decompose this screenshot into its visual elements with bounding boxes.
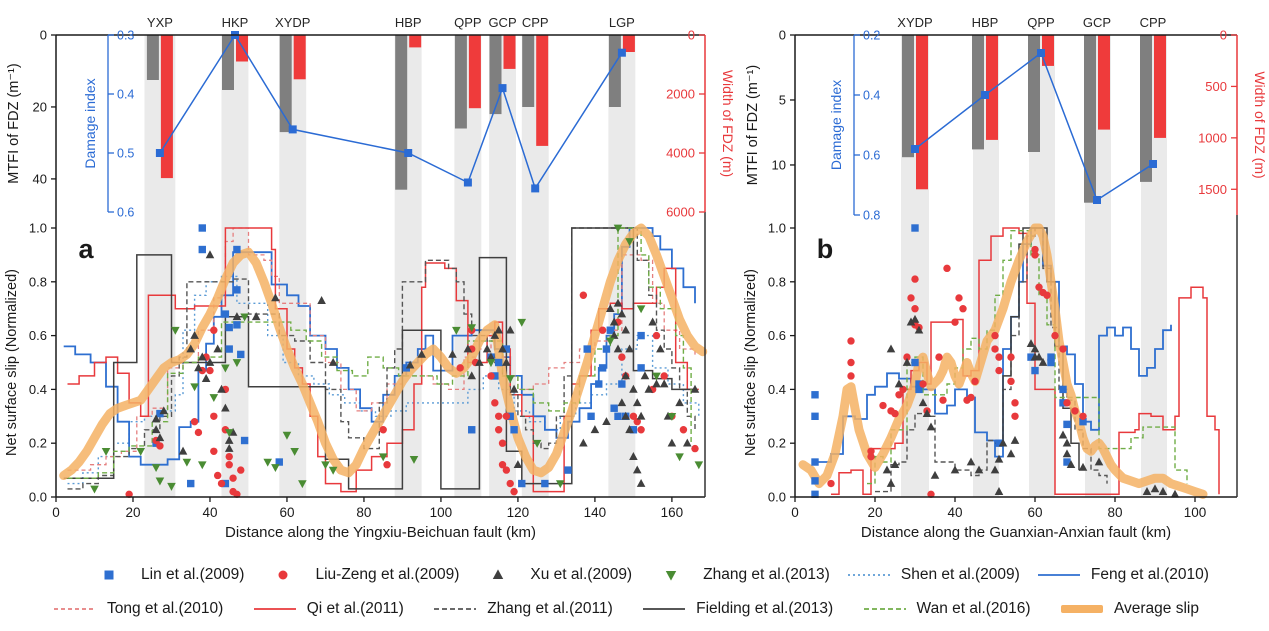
width-axis-title: Width of FDZ (m) — [1252, 71, 1268, 179]
legend-item-shen-et-al-2009 — [846, 566, 1020, 584]
circle-marker — [995, 353, 1002, 360]
mtfi-bar-CPP — [522, 35, 534, 107]
square-marker — [603, 345, 610, 352]
triangle-up-marker — [887, 344, 896, 352]
damage-marker-CPP — [1149, 160, 1157, 168]
square-marker — [595, 380, 602, 387]
damage-axis-title: Damage index — [828, 79, 844, 171]
circle-marker — [1031, 251, 1038, 258]
triangle-up-marker — [493, 569, 503, 579]
circle-marker — [637, 426, 644, 433]
circle-marker — [1063, 399, 1070, 406]
triangle-down-marker — [210, 394, 219, 402]
mtfi-axis-title: MTFI of FDZ (m⁻¹) — [745, 64, 761, 186]
triangle-up-legend-icon — [475, 567, 521, 583]
square-marker — [564, 466, 571, 473]
panel-b — [743, 15, 1268, 541]
triangle-up-marker — [1059, 431, 1068, 439]
triangle-up-marker — [931, 471, 940, 479]
width-bar-CPP — [536, 35, 548, 146]
square-marker — [233, 321, 240, 328]
circle-marker — [1011, 413, 1018, 420]
damage-tick-label: 0.3 — [117, 28, 135, 43]
legend-row-2 — [0, 594, 1269, 624]
slip-tick-label: 0.0 — [767, 489, 786, 505]
x-tick-label: 160 — [660, 505, 684, 520]
triangle-up-marker — [641, 371, 650, 379]
width-bar-CPP — [1154, 35, 1166, 138]
circle-marker — [967, 394, 974, 401]
mtfi-bar-GCP — [1084, 35, 1096, 203]
triangle-up-marker — [206, 250, 215, 258]
square-marker — [1047, 359, 1054, 366]
circle-marker — [379, 426, 386, 433]
circle-marker — [971, 378, 978, 385]
damage-marker-HBP — [981, 91, 989, 99]
circle-marker — [503, 466, 510, 473]
circle-marker — [1079, 413, 1086, 420]
circle-marker — [991, 345, 998, 352]
square-marker — [911, 224, 918, 231]
damage-marker-GCP — [499, 84, 507, 92]
circle-marker — [214, 472, 221, 479]
slip-tick-label: 0.0 — [28, 489, 47, 505]
width-tick-label: 6000 — [666, 204, 695, 220]
legend-label: Xu et al.(2009) — [530, 566, 633, 583]
triangle-down-marker — [102, 448, 111, 456]
square-marker — [637, 364, 644, 371]
triangle-down-marker — [666, 571, 676, 581]
site-label-GCP: GCP — [1082, 15, 1112, 30]
line-legend-icon — [846, 567, 892, 583]
line-legend-icon — [862, 601, 908, 617]
triangle-down-marker — [637, 305, 646, 313]
triangle-up-marker — [252, 312, 261, 320]
square-marker — [584, 345, 591, 352]
site-label-CPP: CPP — [521, 15, 549, 30]
circle-marker — [935, 353, 942, 360]
circle-marker — [495, 413, 502, 420]
width-tick-label: 1500 — [1198, 181, 1227, 197]
x-tick-label: 80 — [356, 505, 372, 520]
x-tick-label: 0 — [791, 505, 799, 520]
mtfi-bar-YXP — [147, 35, 159, 80]
square-marker — [233, 246, 240, 253]
circle-marker — [691, 445, 698, 452]
damage-marker-XYDP — [911, 145, 919, 153]
square-marker — [510, 426, 517, 433]
circle-marker — [943, 265, 950, 272]
circle-marker — [487, 372, 494, 379]
legend-item-fielding-et-al-2013 — [641, 600, 833, 618]
x-tick-label: 40 — [202, 505, 218, 520]
triangle-up-marker — [648, 318, 657, 326]
triangle-down-legend-icon — [648, 567, 694, 583]
damage-tick-label: 0.6 — [117, 205, 135, 220]
legend-item-tong-et-al-2010 — [52, 600, 223, 618]
panel-a — [4, 15, 736, 541]
x-tick-label: 100 — [1183, 505, 1207, 520]
damage-axis-title: Damage index — [82, 78, 98, 169]
site-label-QPP: QPP — [454, 15, 482, 30]
width-axis-title: Width of FDZ (m) — [720, 69, 736, 178]
legend-band — [1061, 605, 1103, 613]
triangle-down-marker — [695, 461, 704, 469]
x-axis-title: Distance along the Yingxiu-Beichuan fault (km) — [224, 524, 537, 541]
circle-marker — [1007, 378, 1014, 385]
mtfi-axis-title: MTFI of FDZ (m⁻¹) — [6, 63, 22, 184]
circle-marker — [911, 305, 918, 312]
damage-tick-label: 0.2 — [863, 28, 881, 43]
circle-marker — [618, 353, 625, 360]
square-marker — [1063, 421, 1070, 428]
triangle-down-marker — [652, 373, 661, 381]
square-marker — [587, 413, 594, 420]
width-bar-XYDP — [916, 35, 928, 189]
triangle-down-marker — [90, 486, 99, 494]
x-axis-title: Distance along the Guanxian-Anxian fault (km) — [860, 524, 1172, 541]
circle-marker — [1051, 332, 1058, 339]
mtfi-tick-label: 5 — [778, 92, 786, 108]
square-marker — [237, 351, 244, 358]
circle-marker — [919, 380, 926, 387]
circle-marker — [991, 332, 998, 339]
circle-marker — [599, 327, 606, 334]
triangle-up-marker — [887, 479, 896, 487]
damage-marker-LGP — [618, 49, 626, 57]
circle-marker — [847, 337, 854, 344]
mtfi-tick-label: 0 — [39, 27, 47, 43]
mtfi-tick-label: 10 — [771, 157, 786, 173]
x-tick-label: 80 — [1107, 505, 1123, 520]
circle-marker — [847, 372, 854, 379]
x-tick-label: 100 — [429, 505, 453, 520]
square-marker — [1059, 386, 1066, 393]
triangle-down-marker — [263, 459, 272, 467]
triangle-up-marker — [1011, 436, 1020, 444]
triangle-up-marker — [660, 379, 669, 387]
damage-marker-QPP — [1037, 49, 1045, 57]
circle-marker — [383, 461, 390, 468]
x-tick-label: 120 — [506, 505, 530, 520]
square-marker — [468, 426, 475, 433]
triangle-up-marker — [202, 374, 211, 382]
slip-axis-title: Net surface slip (Normalized) — [743, 269, 759, 456]
triangle-down-marker — [321, 461, 330, 469]
circle-marker — [955, 294, 962, 301]
triangle-up-marker — [637, 412, 646, 420]
width-tick-label: 4000 — [666, 145, 695, 161]
legend-label: Shen et al.(2009) — [900, 566, 1020, 583]
x-tick-label: 40 — [947, 505, 963, 520]
square-legend-icon — [86, 567, 132, 583]
circle-marker — [195, 429, 202, 436]
circle-marker — [237, 466, 244, 473]
square-marker — [614, 413, 621, 420]
damage-tick-label: 0.8 — [863, 208, 881, 223]
slip-tick-label: 0.6 — [28, 328, 47, 344]
triangle-up-marker — [1063, 449, 1072, 457]
triangle-up-marker — [683, 439, 692, 447]
damage-marker-GCP — [1093, 196, 1101, 204]
triangle-up-marker — [213, 344, 222, 352]
circle-marker — [995, 367, 1002, 374]
legend-label: Zhang et al.(2013) — [703, 566, 830, 583]
slip-tick-label: 0.4 — [767, 381, 786, 397]
line-legend-icon — [52, 601, 98, 617]
circle-marker — [939, 396, 946, 403]
square-marker — [811, 458, 818, 465]
panel-letter-a: a — [78, 234, 94, 264]
mtfi-tick-label: 20 — [32, 99, 47, 115]
width-tick-label: 2000 — [666, 86, 695, 102]
damage-marker-XYDP — [289, 125, 297, 133]
circle-marker — [456, 364, 463, 371]
circle-marker — [156, 442, 163, 449]
square-marker — [105, 571, 114, 580]
circle-marker — [660, 372, 667, 379]
x-tick-label: 20 — [867, 505, 883, 520]
mtfi-bar-HKP — [222, 35, 234, 90]
site-label-XYDP: XYDP — [897, 15, 933, 30]
mtfi-tick-label: 0 — [778, 27, 786, 43]
x-tick-label: 60 — [1027, 505, 1043, 520]
square-marker — [618, 380, 625, 387]
legend-item-zhang-et-al-2011 — [432, 600, 613, 618]
damage-tick-label: 0.6 — [863, 148, 881, 163]
circle-marker — [1059, 345, 1066, 352]
triangle-up-marker — [591, 425, 600, 433]
square-marker — [226, 345, 233, 352]
triangle-up-marker — [579, 439, 588, 447]
slip-tick-label: 0.4 — [28, 381, 47, 397]
triangle-up-marker — [1007, 449, 1016, 457]
circle-marker — [507, 480, 514, 487]
legend-item-xu-et-al-2009 — [475, 566, 632, 584]
width-tick-label: 0 — [687, 27, 695, 43]
circle-marker — [891, 410, 898, 417]
square-marker — [610, 405, 617, 412]
circle-marker — [210, 448, 217, 455]
line-legend-icon — [641, 601, 687, 617]
square-marker — [1031, 367, 1038, 374]
line-legend-icon — [252, 601, 298, 617]
width-bar-QPP — [469, 35, 481, 108]
width-tick-label: 1000 — [1198, 130, 1227, 146]
mtfi-bar-XYDP — [902, 35, 914, 157]
width-bar-XYDP — [294, 35, 306, 79]
site-label-HBP: HBP — [394, 15, 422, 30]
circle-marker — [503, 413, 510, 420]
triangle-up-marker — [637, 479, 646, 487]
circle-legend-icon — [260, 567, 306, 583]
site-label-LGP: LGP — [608, 15, 635, 30]
legend-item-liu-zeng-et-al-2009 — [260, 566, 459, 584]
triangle-down-marker — [675, 453, 684, 461]
square-marker — [637, 332, 644, 339]
circle-marker — [867, 453, 874, 460]
circle-marker — [879, 402, 886, 409]
triangle-up-marker — [883, 466, 892, 474]
slip-tick-label: 0.8 — [28, 274, 47, 290]
slip-tick-label: 1.0 — [767, 220, 786, 236]
circle-marker — [510, 488, 517, 495]
circle-marker — [847, 359, 854, 366]
slip-tick-label: 1.0 — [28, 220, 47, 236]
width-bar-GCP — [1098, 35, 1110, 130]
circle-marker — [959, 305, 966, 312]
legend-label: Tong et al.(2010) — [107, 600, 224, 617]
legend-item-feng-et-al-2010 — [1036, 566, 1209, 584]
slip-tick-label: 0.2 — [28, 435, 47, 451]
legend-label: Feng et al.(2010) — [1090, 566, 1209, 583]
circle-marker — [491, 399, 498, 406]
circle-marker — [951, 318, 958, 325]
triangle-up-marker — [1063, 439, 1072, 447]
mtfi-bar-CPP — [1140, 35, 1152, 182]
site-label-HBP: HBP — [971, 15, 999, 30]
site-label-HKP: HKP — [221, 15, 249, 30]
circle-marker — [1071, 407, 1078, 414]
square-marker — [241, 437, 248, 444]
square-marker — [226, 324, 233, 331]
circle-marker — [499, 440, 506, 447]
site-label-CPP: CPP — [1139, 15, 1167, 30]
circle-marker — [827, 480, 834, 487]
circle-marker — [495, 426, 502, 433]
triangle-down-marker — [183, 459, 192, 467]
square-marker — [233, 286, 240, 293]
mtfi-bar-QPP — [455, 35, 467, 129]
legend-row-1 — [0, 560, 1269, 590]
slip-tick-label: 0.2 — [767, 435, 786, 451]
damage-marker-CPP — [531, 184, 539, 192]
band-legend-icon — [1059, 601, 1105, 617]
circle-marker — [580, 292, 587, 299]
figure-legend — [0, 553, 1269, 631]
square-marker — [811, 413, 818, 420]
circle-marker — [1007, 353, 1014, 360]
legend-label: Wan et al.(2016) — [916, 600, 1031, 617]
slip-tick-label: 0.8 — [767, 274, 786, 290]
square-marker — [599, 364, 606, 371]
square-marker — [518, 480, 525, 487]
width-bar-GCP — [504, 35, 516, 69]
legend-label: Zhang et al.(2011) — [487, 600, 613, 617]
damage-marker-YXP — [156, 149, 164, 157]
legend-item-average-slip — [1059, 600, 1199, 618]
circle-marker — [911, 275, 918, 282]
mtfi-bar-HBP — [395, 35, 407, 190]
site-label-XYDP: XYDP — [275, 15, 311, 30]
circle-marker — [1043, 292, 1050, 299]
square-marker — [811, 391, 818, 398]
square-marker — [199, 246, 206, 253]
x-tick-label: 20 — [125, 505, 141, 520]
legend-item-wan-et-al-2016 — [862, 600, 1031, 618]
square-marker — [495, 359, 502, 366]
triangle-up-marker — [656, 344, 665, 352]
legend-label: Qi et al.(2011) — [306, 600, 404, 617]
triangle-up-marker — [317, 296, 326, 304]
mtfi-bar-GCP — [490, 35, 502, 114]
circle-marker — [907, 294, 914, 301]
damage-tick-label: 0.4 — [117, 87, 135, 102]
line-legend-icon — [1036, 567, 1082, 583]
circle-marker — [191, 418, 198, 425]
panel-letter-b: b — [816, 234, 834, 264]
square-marker — [187, 480, 194, 487]
width-tick-label: 500 — [1205, 78, 1227, 94]
circle-marker — [279, 571, 288, 580]
triangle-up-marker — [652, 379, 661, 387]
circle-marker — [226, 461, 233, 468]
site-label-QPP: QPP — [1027, 15, 1055, 30]
x-tick-label: 140 — [583, 505, 607, 520]
triangle-down-marker — [271, 464, 280, 472]
circle-marker — [1011, 399, 1018, 406]
legend-item-zhang-et-al-2013 — [648, 566, 830, 584]
circle-marker — [206, 367, 213, 374]
x-tick-label: 60 — [279, 505, 295, 520]
slip-axis-title: Net surface slip (Normalized) — [4, 269, 20, 456]
square-marker — [911, 359, 918, 366]
circle-marker — [210, 413, 217, 420]
damage-tick-label: 0.5 — [117, 146, 135, 161]
circle-marker — [210, 327, 217, 334]
legend-label: Fielding et al.(2013) — [696, 600, 834, 617]
square-marker — [811, 477, 818, 484]
square-marker — [607, 327, 614, 334]
width-bar-HBP — [409, 35, 421, 47]
site-label-YXP: YXP — [146, 15, 173, 30]
slip-tick-label: 0.6 — [767, 328, 786, 344]
legend-label: Liu-Zeng et al.(2009) — [315, 566, 460, 583]
circle-marker — [653, 332, 660, 339]
damage-marker-QPP — [464, 179, 472, 187]
legend-label: Lin et al.(2009) — [141, 566, 245, 583]
legend-label: Average slip — [1113, 600, 1199, 617]
square-marker — [541, 480, 548, 487]
triangle-down-marker — [198, 461, 207, 469]
line-legend-icon — [432, 601, 478, 617]
circle-marker — [229, 474, 236, 481]
mtfi-tick-label: 40 — [32, 171, 47, 187]
x-tick-label: 0 — [52, 505, 60, 520]
width-tick-label: 0 — [1219, 27, 1227, 43]
circle-marker — [226, 453, 233, 460]
square-marker — [222, 310, 229, 317]
legend-item-qi-et-al-2011 — [252, 600, 404, 618]
triangle-up-marker — [675, 398, 684, 406]
site-label-GCP: GCP — [488, 15, 517, 30]
circle-marker — [218, 480, 225, 487]
square-marker — [199, 224, 206, 231]
damage-marker-HBP — [404, 149, 412, 157]
damage-tick-label: 0.4 — [863, 88, 881, 103]
circle-marker — [680, 426, 687, 433]
triangle-up-marker — [668, 439, 677, 447]
legend-item-lin-et-al-2009 — [86, 566, 244, 584]
triangle-down-marker — [136, 448, 145, 456]
